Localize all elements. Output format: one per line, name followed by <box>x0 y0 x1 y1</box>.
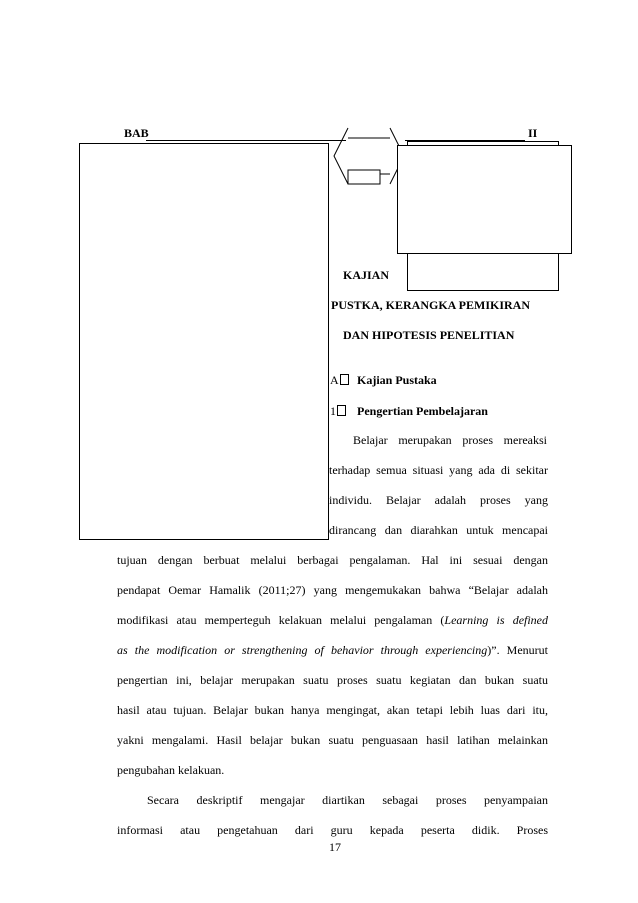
section-a-marker <box>330 373 349 388</box>
body-line <box>117 643 548 658</box>
body-line <box>117 613 548 628</box>
heading-line-2: PUSTKA, KERANGKA PEMIKIRAN <box>331 298 531 312</box>
paragraph-line: Belajar merupakan proses mereaksi <box>353 433 547 447</box>
bullet-box-icon <box>340 374 349 385</box>
paragraph-line: terhadap semua situasi yang ada di sekitar <box>329 463 548 477</box>
bullet-box-icon <box>337 405 346 416</box>
paragraph-line: individu. Belajar adalah proses yang <box>329 493 548 507</box>
header-rule <box>146 140 346 141</box>
heading-line-3: DAN HIPOTESIS PENELITIAN <box>343 328 515 342</box>
body-line-last: pengubahan kelakuan. <box>117 763 225 777</box>
body-text: )”. Menurut <box>487 643 548 657</box>
body-italic-text: as the modification or strengthening of behavior through experiencing <box>117 643 488 657</box>
body-line: pengertian ini, belajar merupakan suatu proses suatu kegiatan dan bukan suatu <box>117 673 548 687</box>
section-1-number: 1 <box>330 404 336 418</box>
section-a-title: Kajian Pustaka <box>357 373 437 387</box>
body-line: yakni mengalami. Hasil belajar bukan suatu penguasaan hasil latihan melainkan <box>117 733 548 747</box>
body-line: hasil atau tujuan. Belajar bukan hanya mengingat, akan tetapi lebih luas dari itu, <box>117 703 548 717</box>
image-placeholder-left <box>79 143 329 540</box>
body-italic-text: Learning is defined <box>444 613 549 627</box>
section-1-title: Pengertian Pembelajaran <box>357 404 488 418</box>
paragraph-line: dirancang dan diarahkan untuk mencapai <box>329 523 548 537</box>
chapter-label: BAB <box>124 126 149 140</box>
frame-shape-front <box>397 145 572 254</box>
heading-line-1: KAJIAN <box>343 268 390 282</box>
section-a-letter: A <box>330 373 339 387</box>
section-1-marker <box>330 404 346 419</box>
chapter-roman: II <box>528 126 538 140</box>
page-number: 17 <box>329 840 341 854</box>
body-line: tujuan dengan berbuat melalui berbagai pengalaman. Hal ini sesuai dengan <box>117 553 548 567</box>
body-line-indented: Secara deskriptif mengajar diartikan sebagai proses penyampaian <box>147 793 548 807</box>
body-line: pendapat Oemar Hamalik (2011;27) yang mengemukakan bahwa “Belajar adalah <box>117 583 548 597</box>
body-line: informasi atau pengetahuan dari guru kepada peserta didik. Proses <box>117 823 548 837</box>
body-text: modifikasi atau memperteguh kelakuan melalui pengalaman ( <box>117 613 445 627</box>
